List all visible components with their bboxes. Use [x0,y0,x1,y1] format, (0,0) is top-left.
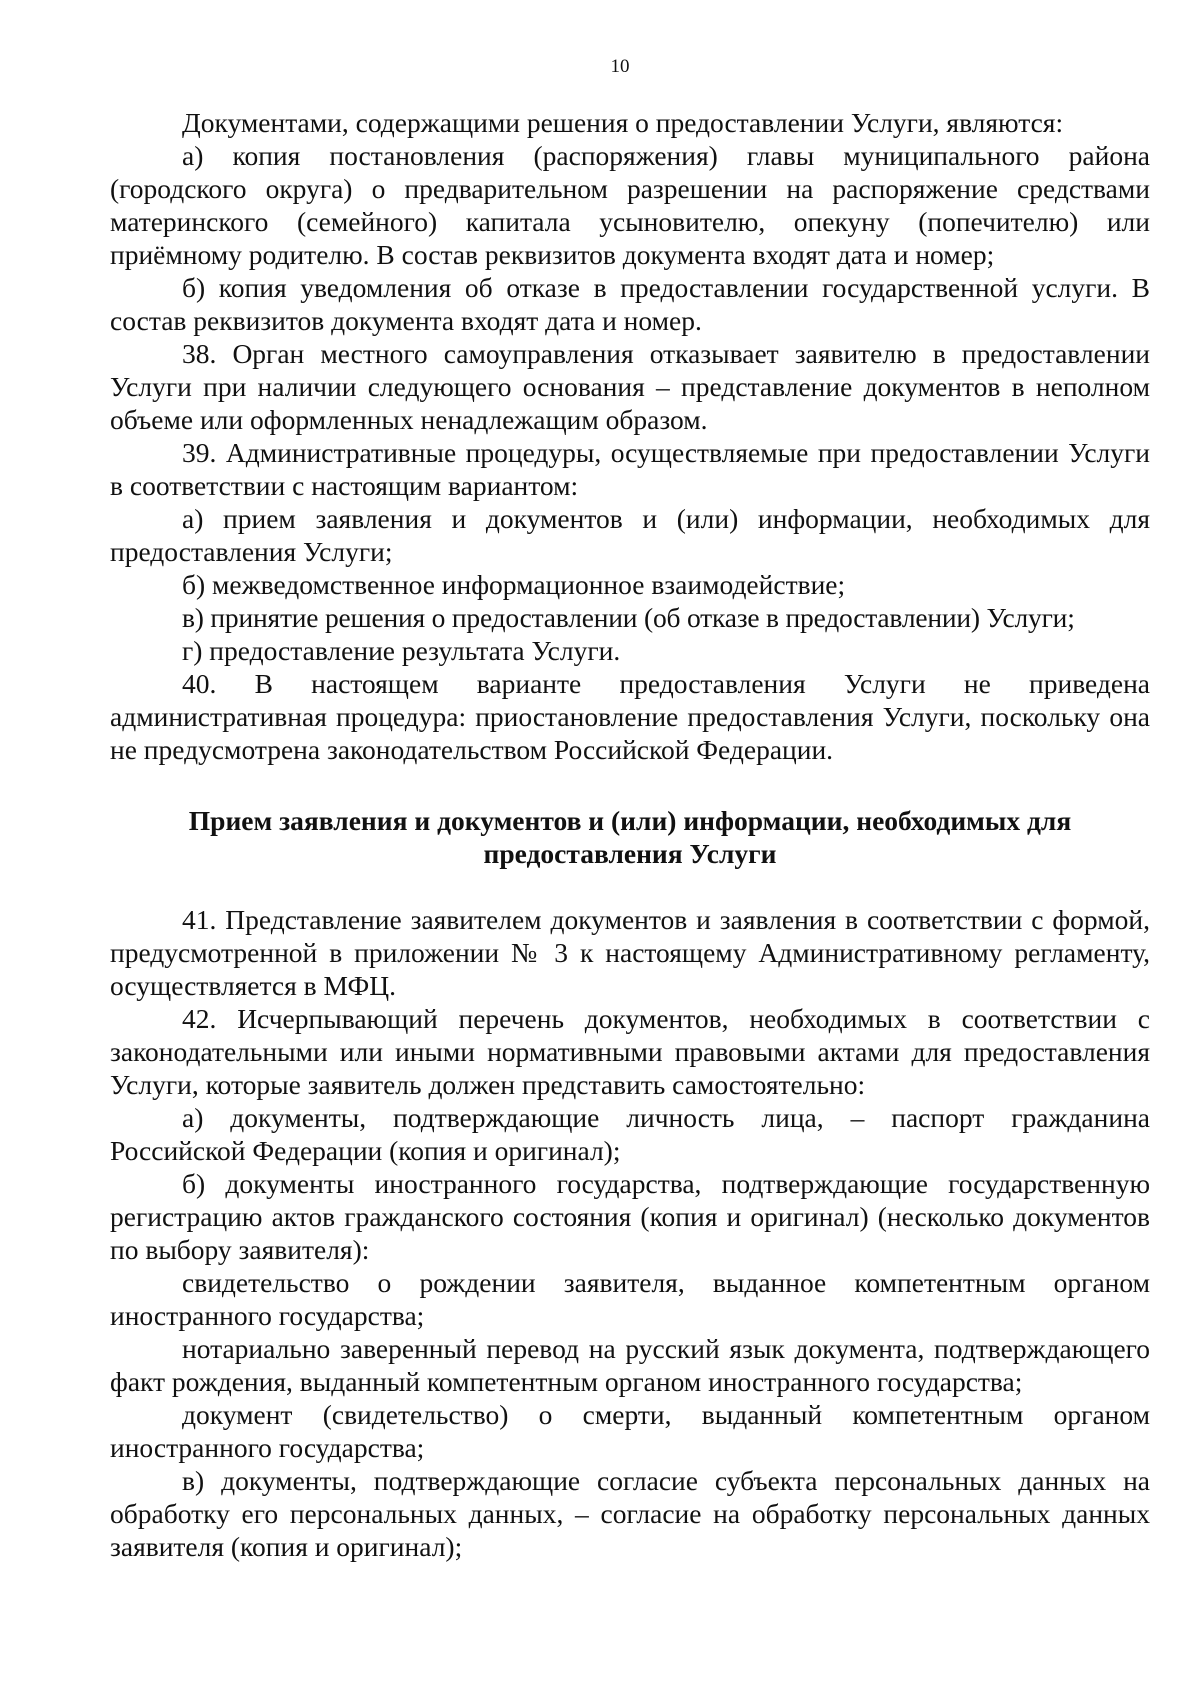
paragraph-death-certificate: документ (свидетельство) о смерти, выданный компетентным органом иностранного государства; [110,1399,1150,1463]
paragraph-41: 41. Представление заявителем документов и заявления в соответствии с формой, предусмотренной в приложении № 3 к настоящему Административному регламенту, осуществляется в МФЦ. [110,904,1150,1001]
paragraph-notarized-translation: нотариально заверенный перевод на русский язык документа, подтверждающего факт рождения, выданный компетентным органом иностранного государства; [110,1333,1150,1397]
paragraph-item-a-resolution-copy: а) копия постановления (распоряжения) главы муниципального района (городского округа) о предварительном разрешении на распоряжение средствами материнского (семейного) капитала усыновителю, опекуну (попечителю) или приёмному родителю. В состав реквизитов документа входят дата и номер; [110,140,1150,270]
paragraph-39-item-g: г) предоставление результата Услуги. [182,635,621,666]
paragraph-39-item-v: в) принятие решения о предоставлении (об отказе в предоставлении) Услуги; [182,602,1075,633]
paragraph-birth-certificate: свидетельство о рождении заявителя, выданное компетентным органом иностранного государства; [110,1267,1150,1331]
paragraph-item-b-refusal-notice: б) копия уведомления об отказе в предоставлении государственной услуги. В состав реквизитов документа входят дата и номер. [110,272,1150,336]
paragraph-38: 38. Орган местного самоуправления отказывает заявителю в предоставлении Услуги при наличии следующего основания – представление документов в неполном объеме или оформленных ненадлежащим образом. [110,338,1150,435]
paragraph-39-item-b: б) межведомственное информационное взаимодействие; [182,569,846,600]
paragraph-42: 42. Исчерпывающий перечень документов, необходимых в соответствии с законодательными или иными нормативными правовыми актами для предоставления Услуги, которые заявитель должен представить самостоятельно: [110,1003,1150,1100]
paragraph-42-item-a: а) документы, подтверждающие личность лица, – паспорт гражданина Российской Федерации (копия и оригинал); [110,1102,1150,1166]
paragraph-40: 40. В настоящем варианте предоставления Услуги не приведена административная процедура: приостановление предоставления Услуги, поскольку она не предусмотрена законодательством Российской Федерации. [110,668,1150,765]
page-number: 10 [610,56,630,77]
section-heading: Прием заявления и документов и (или) информации, необходимых для предоставления Услуги [188,805,1072,869]
paragraph-42-item-v: в) документы, подтверждающие согласие субъекта персональных данных на обработку его персональных данных, – согласие на обработку персональных данных заявителя (копия и оригинал); [110,1465,1150,1562]
paragraph-39-item-a: а) прием заявления и документов и (или) информации, необходимых для предоставления Услуги; [110,503,1150,567]
paragraph-decision-documents: Документами, содержащими решения о предоставлении Услуги, являются: [182,107,1064,138]
paragraph-42-item-b: б) документы иностранного государства, подтверждающие государственную регистрацию актов гражданского состояния (копия и оригинал) (несколько документов по выбору заявителя): [110,1168,1150,1265]
document-body [110,106,1150,1563]
paragraph-39: 39. Административные процедуры, осуществляемые при предоставлении Услуги в соответствии с настоящим вариантом: [110,437,1150,501]
